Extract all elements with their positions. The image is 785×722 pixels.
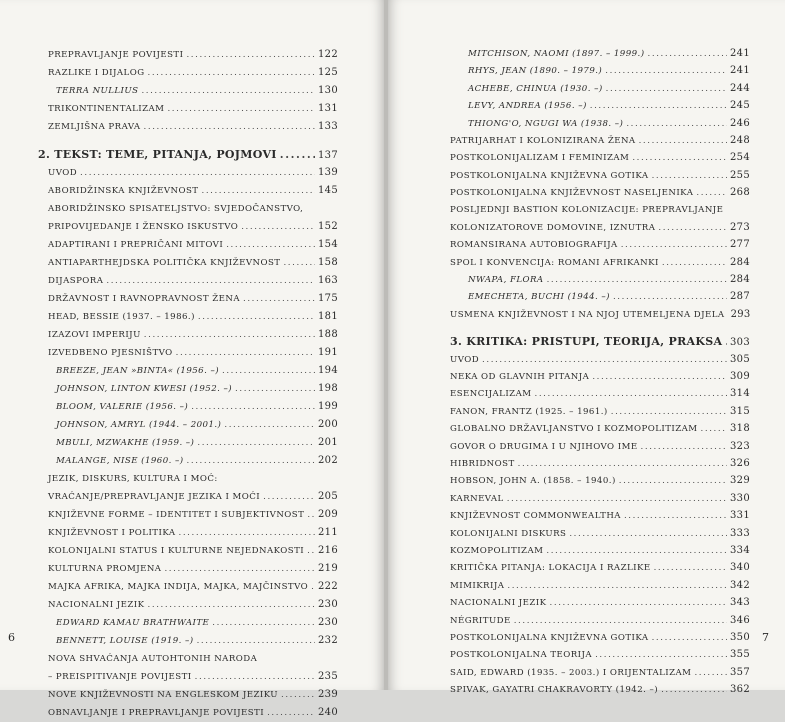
toc-entry-title: KARNEVAL	[450, 493, 504, 504]
toc-entry-title: UVOD	[48, 168, 78, 178]
toc-section-heading	[38, 146, 338, 164]
toc-page-number: 216	[318, 545, 338, 556]
toc-entry	[450, 664, 750, 681]
toc-entry-title: DRŽAVNOST I RAVNOPRAVNOST ŽENA	[48, 294, 240, 304]
toc-page-number: 255	[730, 169, 750, 181]
toc-entry-title: BREEZE, JEAN »BINTA« (1956. –)	[56, 366, 219, 376]
toc-entry-title: KOZMOPOLITIZAM	[450, 545, 544, 556]
toc-entry-title: ROMANSIRANA AUTOBIOGRAFIJA	[450, 240, 618, 251]
page-number-left: 6	[8, 631, 15, 644]
toc-entry	[450, 368, 750, 385]
section-gap	[450, 323, 750, 333]
toc-entry-title: NOVE KNJIŽEVNOSTI NA ENGLESKOM JEZIKU	[48, 690, 279, 700]
toc-entry-title: LEVY, ANDREA (1956. –)	[468, 101, 587, 112]
toc-entry	[38, 344, 338, 362]
toc-leader-dots	[197, 434, 315, 452]
toc-page-number: 241	[730, 48, 750, 59]
toc-page-number: 230	[318, 617, 338, 628]
toc-leader-dots	[482, 352, 727, 369]
toc-entry	[450, 115, 750, 132]
toc-page-number: 244	[730, 82, 750, 94]
toc-entry-title: FANON, FRANTZ (1925. – 1961.)	[450, 406, 608, 417]
toc-page-number: 202	[318, 455, 338, 466]
toc-entry	[38, 362, 338, 380]
toc-list-right	[450, 45, 750, 698]
toc-leader-dots	[641, 439, 727, 456]
toc-entry-title: HEAD, BESSIE (1937. – 1986.)	[48, 312, 195, 322]
toc-entry-title: TERRA NULLIUS	[56, 86, 139, 96]
toc-entry-title: ADAPTIRANI I PREPRIČANI MITOVI	[48, 240, 224, 250]
toc-entry-title: NACIONALNI JEZIK	[48, 600, 145, 610]
toc-entry-title: BENNETT, LOUISE (1919. –)	[56, 636, 194, 646]
page-number-right: 7	[762, 631, 769, 644]
toc-entry-title: MAJKA AFRIKA, MAJKA INDIJA, MAJKA, MAJČINSTVO	[48, 582, 309, 592]
toc-entry	[38, 236, 338, 254]
toc-page-number: 198	[318, 383, 338, 394]
toc-leader-dots	[201, 182, 315, 200]
toc-entry	[38, 560, 338, 578]
toc-entry-title: USMENA KNJIŽEVNOST I NA NJOJ UTEMELJENA DJELA	[450, 309, 725, 320]
toc-leader-dots	[144, 118, 315, 136]
toc-leader-dots	[652, 168, 727, 185]
toc-page-number: 326	[730, 457, 750, 469]
toc-page-number: 200	[318, 419, 338, 430]
toc-page-number: 357	[730, 666, 750, 678]
toc-entry-title: JEZIK, DISKURS, KULTURA I MOĆ:	[48, 474, 218, 484]
toc-entry	[38, 272, 338, 290]
toc-entry	[450, 45, 750, 62]
toc-leader-dots	[106, 272, 315, 290]
toc-entry-title: EMECHETA, BUCHI (1944. –)	[468, 292, 610, 303]
toc-leader-dots	[187, 452, 315, 470]
toc-entry	[450, 149, 750, 166]
toc-entry-title: – PREISPITIVANJE POVIJESTI	[48, 672, 192, 682]
toc-page-number: 163	[318, 275, 338, 286]
toc-entry	[38, 524, 338, 542]
toc-page-number: 248	[730, 134, 750, 146]
toc-leader-dots	[613, 289, 727, 306]
toc-section-heading	[450, 333, 750, 350]
toc-leader-dots	[283, 254, 315, 272]
toc-leader-dots	[592, 369, 727, 386]
toc-entry-title: ESENCIJALIZAM	[450, 389, 532, 400]
toc-entry-title: RAZLIKE I DIJALOG	[48, 68, 145, 78]
toc-page-number: 194	[318, 365, 338, 376]
toc-entry	[450, 577, 750, 594]
toc-entry-title: NACIONALNI JEZIK	[450, 598, 547, 609]
toc-leader-dots	[224, 416, 315, 434]
toc-page-number: 125	[318, 67, 338, 78]
section-gap	[38, 136, 338, 146]
toc-leader-dots	[694, 665, 727, 682]
toc-page-number: 232	[318, 635, 338, 646]
toc-entry	[450, 219, 750, 236]
toc-entry	[38, 488, 338, 506]
toc-entry-title: ABORIDŽINSKO SPISATELJSTVO: SVJEDOČANSTVO,	[48, 204, 304, 214]
toc-leader-dots	[307, 542, 315, 560]
toc-leader-dots	[243, 290, 315, 308]
toc-entry-title: HOBSON, JOHN A. (1858. – 1940.)	[450, 476, 616, 487]
toc-page-number: 201	[318, 437, 338, 448]
toc-entry	[450, 306, 750, 323]
toc-entry-title: TRIKONTINENTALIZAM	[48, 104, 165, 114]
toc-page-number: 239	[318, 689, 338, 700]
toc-entry-title: POSTKOLONIJALNA KNJIŽEVNOST NASELJENIKA	[450, 188, 694, 199]
toc-entry	[38, 380, 338, 398]
toc-leader-dots	[507, 578, 727, 595]
toc-entry	[450, 80, 750, 97]
toc-leader-dots	[696, 185, 727, 202]
toc-entry-title: KNJIŽEVNOST COMMONWEALTHA	[450, 511, 621, 522]
toc-leader-dots	[280, 146, 315, 164]
toc-page-number: 303	[730, 337, 750, 349]
toc-entry-title: MALANGE, NISE (1960. –)	[56, 456, 184, 466]
toc-leader-dots	[514, 613, 727, 630]
toc-page-number: 355	[730, 649, 750, 661]
toc-entry	[38, 290, 338, 308]
toc-page-number: 333	[730, 527, 750, 539]
toc-entry	[450, 184, 750, 201]
toc-page-number: 318	[730, 423, 750, 435]
toc-entry	[38, 416, 338, 434]
toc-leader-dots	[605, 63, 727, 80]
toc-page-number: 284	[730, 274, 750, 286]
toc-page-number: 209	[318, 509, 338, 520]
toc-page-number: 331	[730, 510, 750, 522]
toc-entry	[450, 542, 750, 559]
toc-page-number: 139	[318, 167, 338, 178]
toc-leader-dots	[639, 133, 727, 150]
toc-leader-dots	[176, 344, 315, 362]
toc-leader-dots	[281, 686, 315, 704]
toc-entry	[38, 326, 338, 344]
toc-entry-title: NOVA SHVAĆANJA AUTOHTONIH NARODA	[48, 654, 258, 664]
toc-page-number: 277	[730, 239, 750, 251]
toc-entry-title: 3. KRITIKA: PRISTUPI, TEORIJA, PRAKSA	[450, 335, 723, 349]
toc-leader-dots	[191, 398, 315, 416]
toc-entry	[38, 704, 338, 722]
toc-leader-dots	[550, 595, 727, 612]
toc-leader-dots	[621, 237, 727, 254]
toc-entry	[450, 525, 750, 542]
toc-entry-title: PATRIJARHAT I KOLONIZIRANA ŽENA	[450, 135, 636, 146]
toc-leader-dots	[624, 508, 727, 525]
toc-list-left	[38, 46, 338, 722]
toc-entry	[38, 398, 338, 416]
toc-leader-dots	[267, 704, 315, 722]
toc-entry-title: KRITIČKA PITANJA: LOKACIJA I RAZLIKE	[450, 563, 651, 574]
toc-page-number: 343	[730, 597, 750, 609]
toc-entry	[38, 542, 338, 560]
toc-page-number: 205	[318, 491, 338, 502]
toc-leader-dots	[546, 543, 727, 560]
toc-entry-title: NWAPA, FLORA	[468, 275, 544, 286]
toc-page-number: 199	[318, 401, 338, 412]
toc-entry-title: POSTKOLONIJALNA TEORIJA	[450, 650, 593, 661]
toc-leader-dots	[148, 596, 315, 614]
toc-entry	[450, 97, 750, 114]
toc-leader-dots	[263, 488, 315, 506]
toc-leader-dots	[212, 614, 315, 632]
toc-entry	[450, 202, 750, 219]
toc-page-number: 235	[318, 671, 338, 682]
toc-entry-title: KNJIŽEVNE FORME – IDENTITET I SUBJEKTIVNOST	[48, 510, 305, 520]
toc-page-number: 219	[318, 563, 338, 574]
toc-leader-dots	[658, 220, 727, 237]
toc-page-number: 340	[730, 562, 750, 574]
toc-entry	[38, 632, 338, 650]
toc-leader-dots	[311, 578, 315, 596]
toc-entry-title: SPIVAK, GAYATRI CHAKRAVORTY (1942. –)	[450, 685, 659, 696]
toc-entry-title: DIJASPORA	[48, 276, 104, 286]
toc-entry	[450, 132, 750, 149]
toc-leader-dots	[632, 150, 727, 167]
toc-page-number: 152	[318, 221, 338, 232]
toc-entry-title: JOHNSON, AMRYL (1944. – 2001.)	[56, 420, 222, 430]
toc-entry-title: OBNAVLJANJE I PREPRAVLJANJE POVIJESTI	[48, 708, 265, 718]
toc-entry	[38, 506, 338, 524]
toc-entry-title: KOLONIJALNI STATUS I KULTURNE NEJEDNAKOSTI	[48, 546, 305, 556]
toc-leader-dots	[595, 647, 727, 664]
toc-page-number: 287	[730, 291, 750, 303]
toc-page-number: 330	[730, 492, 750, 504]
toc-entry-title: 2. TEKST: TEME, PITANJA, POJMOVI	[38, 148, 277, 161]
toc-entry-title: NEKA OD GLAVNIH PITANJA	[450, 372, 590, 383]
left-page	[0, 0, 384, 718]
toc-entry	[38, 182, 338, 200]
toc-leader-dots	[141, 82, 315, 100]
toc-entry-title: ABORIDŽINSKA KNJIŽEVNOST	[48, 186, 199, 196]
toc-leader-dots	[226, 236, 315, 254]
toc-page-number: 241	[730, 65, 750, 77]
toc-entry	[38, 614, 338, 632]
toc-entry	[450, 236, 750, 253]
toc-page-number: 133	[318, 121, 338, 132]
toc-page-number: 315	[730, 405, 750, 417]
toc-entry	[450, 438, 750, 455]
toc-page-number: 122	[318, 49, 338, 60]
toc-page-number: 188	[318, 329, 338, 340]
toc-page-number: 329	[730, 475, 750, 487]
toc-entry-title: GLOBALNO DRŽAVLJANSTVO I KOZMOPOLITIZAM	[450, 424, 698, 435]
toc-page-number: 145	[318, 185, 338, 196]
toc-entry-title: PRIPOVIJEDANJE I ŽENSKO ISKUSTVO	[48, 222, 239, 232]
toc-entry-title: ZEMLJIŠNA PRAVA	[48, 122, 141, 132]
toc-entry	[450, 271, 750, 288]
toc-leader-dots	[179, 524, 315, 542]
toc-leader-dots	[648, 46, 727, 63]
toc-page-number: 268	[730, 187, 750, 199]
toc-page-number: 284	[730, 256, 750, 268]
toc-entry	[38, 64, 338, 82]
toc-page-number: 293	[730, 308, 751, 320]
toc-entry	[450, 254, 750, 271]
toc-entry	[450, 472, 750, 489]
toc-leader-dots	[80, 164, 315, 182]
toc-entry	[450, 612, 750, 629]
toc-entry	[38, 200, 338, 218]
toc-leader-dots	[701, 421, 727, 438]
toc-page-number: 245	[730, 100, 750, 112]
toc-entry	[450, 594, 750, 611]
toc-leader-dots	[241, 218, 315, 236]
toc-entry-title: KOLONIZATOROVE DOMOVINE, IZNUTRA	[450, 222, 656, 233]
toc-entry	[450, 420, 750, 437]
toc-entry-title: NÉGRITUDE	[450, 615, 511, 626]
toc-leader-dots	[235, 380, 315, 398]
toc-page-number: 230	[318, 599, 338, 610]
toc-leader-dots	[662, 255, 727, 272]
toc-page-number: 309	[730, 371, 750, 383]
toc-entry-title: ANTIAPARTHEJDSKA POLITIČKA KNJIŽEVNOST	[48, 258, 281, 268]
toc-leader-dots	[164, 560, 315, 578]
toc-entry-title: UVOD	[450, 354, 480, 365]
toc-page-number: 137	[318, 150, 338, 161]
toc-page-number: 240	[318, 707, 338, 718]
toc-leader-dots	[652, 630, 727, 647]
toc-entry	[38, 82, 338, 100]
toc-page-number: 273	[730, 221, 750, 233]
toc-entry	[38, 686, 338, 704]
toc-leader-dots	[507, 491, 727, 508]
toc-entry	[450, 167, 750, 184]
toc-page-number: 350	[730, 631, 750, 643]
toc-entry	[38, 470, 338, 488]
toc-page-number: 342	[730, 579, 750, 591]
toc-entry-title: MBULI, MZWAKHE (1959. –)	[56, 438, 195, 448]
toc-page-number: 158	[318, 257, 338, 268]
toc-entry	[38, 668, 338, 686]
toc-page-number: 131	[318, 103, 338, 114]
toc-leader-dots	[186, 46, 315, 64]
toc-leader-dots	[307, 506, 315, 524]
right-page	[388, 0, 785, 696]
toc-leader-dots	[518, 456, 727, 473]
toc-leader-dots	[654, 560, 727, 577]
toc-page-number: 254	[730, 152, 750, 164]
toc-entry-title: ACHEBE, CHINUA (1930. –)	[468, 83, 603, 94]
toc-leader-dots	[197, 632, 315, 650]
toc-page-number: 362	[730, 684, 750, 696]
toc-leader-dots	[198, 308, 315, 326]
toc-entry	[38, 578, 338, 596]
toc-entry	[38, 118, 338, 136]
toc-entry-title: THIONG'O, NGUGI WA (1938. –)	[468, 118, 624, 129]
toc-entry-title: EDWARD KAMAU BRATHWAITE	[56, 618, 210, 628]
toc-entry	[450, 629, 750, 646]
toc-entry-title: IZVEDBENO PJESNIŠTVO	[48, 348, 173, 358]
toc-page-number: 130	[318, 85, 338, 96]
toc-page-number: 323	[730, 440, 750, 452]
toc-page-number: 305	[730, 353, 750, 365]
toc-entry	[38, 218, 338, 236]
toc-entry-title: GOVOR O DRUGIMA I U NJIHOVO IME	[450, 441, 638, 452]
toc-leader-dots	[661, 682, 727, 699]
toc-entry	[450, 351, 750, 368]
toc-entry-title: KULTURNA PROMJENA	[48, 564, 162, 574]
toc-entry	[38, 46, 338, 64]
toc-entry-title: PREPRAVLJANJE POVIJESTI	[48, 50, 184, 60]
toc-leader-dots	[222, 362, 315, 380]
toc-entry-title: KNJIŽEVNOST I POLITIKA	[48, 528, 176, 538]
toc-leader-dots	[606, 81, 727, 98]
toc-entry-title: POSTKOLONIJALIZAM I FEMINIZAM	[450, 153, 630, 164]
toc-entry	[38, 308, 338, 326]
toc-page-number: 211	[318, 527, 338, 538]
toc-entry	[38, 100, 338, 118]
toc-entry	[450, 288, 750, 305]
toc-leader-dots	[626, 116, 727, 133]
toc-entry	[450, 559, 750, 576]
toc-entry	[38, 650, 338, 668]
toc-page-number: 191	[318, 347, 338, 358]
toc-leader-dots	[725, 333, 727, 350]
toc-entry	[450, 490, 750, 507]
toc-entry-title: VRAĆANJE/PREPRAVLJANJE JEZIKA I MOĆI	[48, 492, 261, 502]
toc-entry-title: MIMIKRIJA	[450, 580, 505, 591]
toc-entry-title: HIBRIDNOST	[450, 458, 515, 469]
toc-page-number: 154	[318, 239, 338, 250]
toc-entry	[38, 596, 338, 614]
toc-page-number: 314	[730, 388, 750, 400]
toc-entry-title: POSLJEDNJI BASTION KOLONIZACIJE: PREPRAVLJANJE	[450, 204, 724, 215]
toc-leader-dots	[611, 404, 727, 421]
toc-entry-title: POSTKOLONIJALNA KNJIŽEVNA GOTIKA	[450, 170, 649, 181]
toc-entry-title: JOHNSON, LINTON KWESI (1952. –)	[56, 384, 233, 394]
toc-leader-dots	[144, 326, 315, 344]
toc-entry	[450, 507, 750, 524]
toc-leader-dots	[547, 272, 727, 289]
toc-entry	[450, 403, 750, 420]
toc-entry	[450, 62, 750, 79]
toc-entry-title: IZAZOVI IMPERIJU	[48, 330, 141, 340]
toc-page-number: 175	[318, 293, 338, 304]
toc-page-number: 181	[318, 311, 338, 322]
toc-leader-dots	[167, 100, 315, 118]
toc-leader-dots	[535, 386, 727, 403]
toc-leader-dots	[148, 64, 315, 82]
toc-leader-dots	[569, 526, 727, 543]
toc-page-number: 334	[730, 544, 750, 556]
toc-entry	[38, 254, 338, 272]
toc-entry	[450, 455, 750, 472]
toc-entry	[450, 385, 750, 402]
toc-entry-title: MITCHISON, NAOMI (1897. – 1999.)	[468, 49, 645, 59]
toc-page-number: 222	[318, 581, 338, 592]
toc-entry-title: SPOL I KONVENCIJA: ROMANI AFRIKANKI	[450, 257, 659, 268]
toc-leader-dots	[619, 473, 727, 490]
toc-entry-title: KOLONIJALNI DISKURS	[450, 528, 567, 539]
toc-entry	[450, 646, 750, 663]
toc-entry-title: BLOOM, VALERIE (1956. –)	[56, 402, 189, 412]
toc-page-number: 246	[730, 117, 750, 129]
toc-leader-dots	[590, 98, 727, 115]
toc-entry	[38, 164, 338, 182]
toc-entry-title: RHYS, JEAN (1890. – 1979.)	[468, 66, 603, 77]
toc-entry	[38, 434, 338, 452]
toc-leader-dots	[195, 668, 315, 686]
toc-entry	[38, 452, 338, 470]
toc-entry-title: SAID, EDWARD (1935. – 2003.) I ORIJENTALIZAM	[450, 667, 692, 678]
toc-page-number: 346	[730, 614, 750, 626]
toc-entry-title: POSTKOLONIJALNA KNJIŽEVNA GOTIKA	[450, 632, 649, 643]
